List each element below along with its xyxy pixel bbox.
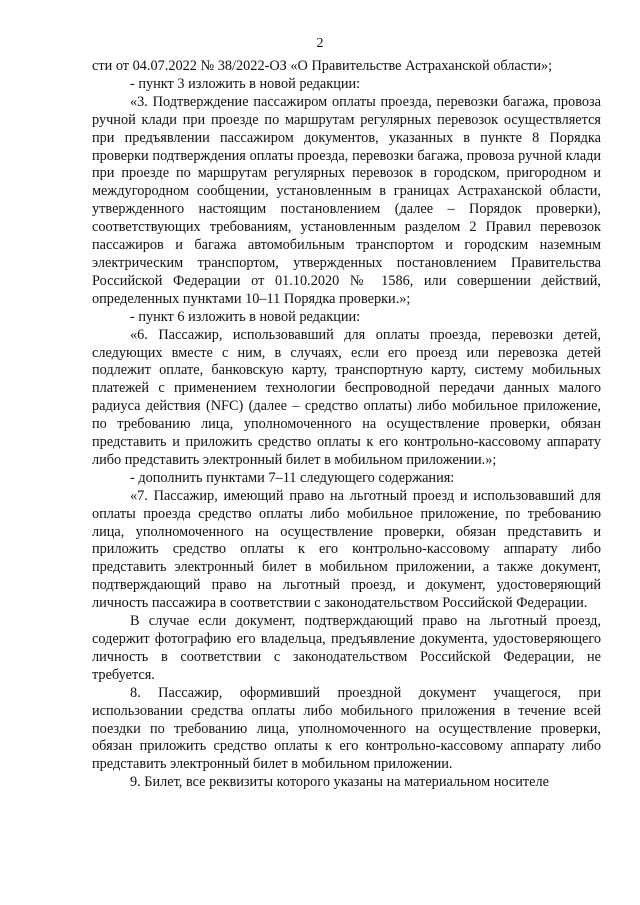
paragraph: - пункт 3 изложить в новой редакции: (130, 75, 361, 92)
paragraph: «7. Пассажир, имеющий право на льготный проезд и использовавший для оплаты проезда средство оплаты либо мобильное приложение, по требованию лица, уполномоченного на осуществление проверки, обязан представить и приложить средство оплаты к его контрольно-кассовому аппарату либо представить электронный билет в мобильном приложении, а также документ, подтверждающий право на льготный проезд, и документ, удостоверяющий личность пассажира в соответствии с законодательством Российской Федерации. (92, 487, 601, 612)
paragraph: В случае если документ, подтверждающий право на льготный проезд, содержит фотографию его владельца, предъявление документа, удостоверяющего личность в соответствии с законодательством Российской Федерации, не требуется. (92, 613, 601, 683)
paragraph: «3. Подтверждение пассажиром оплаты проезда, перевозки багажа, провоза ручной клади при проезде по маршрутам регулярных перевозок осуществляется при предъявлении пассажиром документов, указанных в пункте 8 Порядка проверки подтверждения оплаты проезда, перевозки багажа, провоза ручной клади при проезде по маршрутам регулярных перевозок в городском, пригородном и междугородном сообщении, установленным в границах Астраханской области, утвержденного настоящим постановлением (далее – Порядок проверки), соответствующих требованиям, установленным разделом 2 Правил перевозок пассажиров и багажа автомобильным транспортом и городским наземным электрическим транспортом, утвержденных постановлением Правительства Российской Федерации от 01.10.2020 № 1586, или совершении действий, определенных пунктами 10–11 Порядка проверки.»; (92, 93, 601, 307)
paragraph: - дополнить пунктами 7–11 следующего содержания: (130, 469, 455, 486)
paragraph: 8. Пассажир, оформивший проездной документ учащегося, при использовании средства оплаты либо мобильного приложения в течение всей поездки по требованию лица, уполномоченного на осуществление проверки, обязан приложить средство оплаты к его контрольно-кассовому аппарату либо представить электронный билет в мобильном приложении. (92, 684, 601, 773)
paragraph: 9. Билет, все реквизиты которого указаны на материальном носителе (130, 774, 549, 791)
page-number: 2 (316, 36, 324, 51)
paragraph: сти от 04.07.2022 № 38/2022-ОЗ «О Правительстве Астраханской области»; (92, 58, 553, 74)
paragraph: - пункт 6 изложить в новой редакции: (130, 308, 361, 325)
document-body (92, 58, 601, 792)
paragraph: «6. Пассажир, использовавший для оплаты проезда, перевозки детей, следующих вместе с ним, в случаях, если его проезд или перевозка детей подлежит оплате, банковскую карту, транспортную карту, систему мобильных платежей с применением технологии беспроводной передачи данных малого радиуса действия (NFC) (далее – средство оплаты) либо мобильное приложение, по требованию лица, уполномоченного на осуществление проверки, обязан представить и приложить средство оплаты к его контрольно-кассовому аппарату либо представить электронный билет в мобильном приложении.»; (92, 326, 601, 468)
